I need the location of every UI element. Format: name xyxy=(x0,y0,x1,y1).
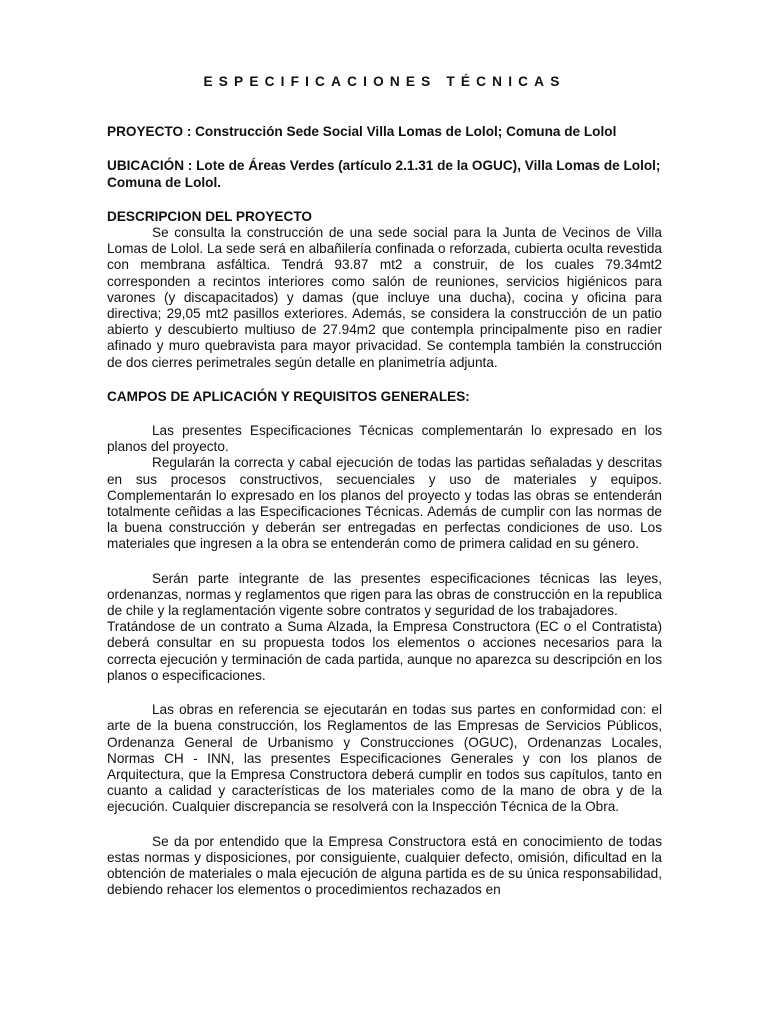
scope-heading: CAMPOS DE APLICACIÓN Y REQUISITOS GENERALES: xyxy=(107,388,470,404)
project-line: PROYECTO : Construcción Sede Social Villa Lomas de Lolol; Comuna de Lolol xyxy=(107,124,617,140)
paragraph-6: Se da por entendido que la Empresa Constructora está en conocimiento de todas estas normas y disposiciones, por consiguiente, cualquier defecto, omisión, dificultad en la obtención de materiales o mala ejecución de alguna partida es de su única responsabilidad, debiendo rehacer los elementos o procedimientos rechazados en xyxy=(107,833,662,898)
paragraph-3: Serán parte integrante de las presentes especificaciones técnicas las leyes, ordenanzas, normas y reglamentos que rigen para las obras de construcción en la republica de chile y la reglamentación vigente sobre contratos y seguridad de los trabajadores. xyxy=(107,570,662,619)
paragraph-5: Las obras en referencia se ejecutarán en todas sus partes en conformidad con: el arte de la buena construcción, los Reglamentos de las Empresas de Servicios Públicos, Ordenanza General de Urbanismo y Construcciones (OGUC), Ordenanzas Locales, Normas CH - INN, las presentes Especificaciones Generales y con los planos de Arquitectura, que la Empresa Constructora deberá cumplir en todos sus capítulos, tanto en cuanto a calidad y características de los materiales como de la mano de obra y de la ejecución. Cualquier discrepancia se resolverá con la Inspección Técnica de la Obra. xyxy=(107,702,662,815)
description-paragraph: Se consulta la construcción de una sede social para la Junta de Vecinos de Villa Lomas de Lolol. La sede será en albañilería confinada o reforzada, cubierta oculta revestida con membrana asfáltica. Tendrá 93.87 mt2 a construir, de los cuales 79.34mt2 corresponden a recintos interiores como salón de reuniones, servicios higiénicos para varones (y discapacitados) y damas (que incluye una ducha), cocina y oficina para directiva; 29,05 mt2 pasillos exteriores. Además, se considera la construcción de un patio abierto y descubierto multiuso de 27.94m2 que contempla principalmente piso en radier afinado y muro quebravista para mayor privacidad. Se contempla también la construcción de dos cierres perimetrales según detalle en planimetría adjunta. xyxy=(107,225,662,370)
document-body xyxy=(107,74,662,898)
paragraph-2: Regularán la correcta y cabal ejecución de todas las partidas señaladas y descritas en sus procesos constructivos, secuenciales y uso de materiales y equipos. Complementarán lo expresado en los planos del proyecto y todas las obras se entenderán totalmente ceñidas a las Especificaciones Técnicas. Además de cumplir con las normas de la buena construcción y deberán ser entregadas en perfectas condiciones de uso. Los materiales que ingresen a la obra se entenderán como de primera calidad en su género. xyxy=(107,455,662,552)
paragraph-1: Las presentes Especificaciones Técnicas complementarán lo expresado en los planos del proyecto. xyxy=(107,423,662,455)
description-heading: DESCRIPCION DEL PROYECTO xyxy=(107,208,312,224)
paragraph-4: Tratándose de un contrato a Suma Alzada, la Empresa Constructora (EC o el Contratista) deberá consultar en su propuesta todos los elementos o acciones necesarios para la correcta ejecución y terminación de cada partida, aunque no aparezca su descripción en los planos o especificaciones. xyxy=(107,619,662,683)
document-title: ESPECIFICACIONES TÉCNICAS xyxy=(203,74,566,89)
location-line: UBICACIÓN : Lote de Áreas Verdes (artículo 2.1.31 de la OGUC), Villa Lomas de Lolol; Comuna de Lolol. xyxy=(107,158,661,190)
